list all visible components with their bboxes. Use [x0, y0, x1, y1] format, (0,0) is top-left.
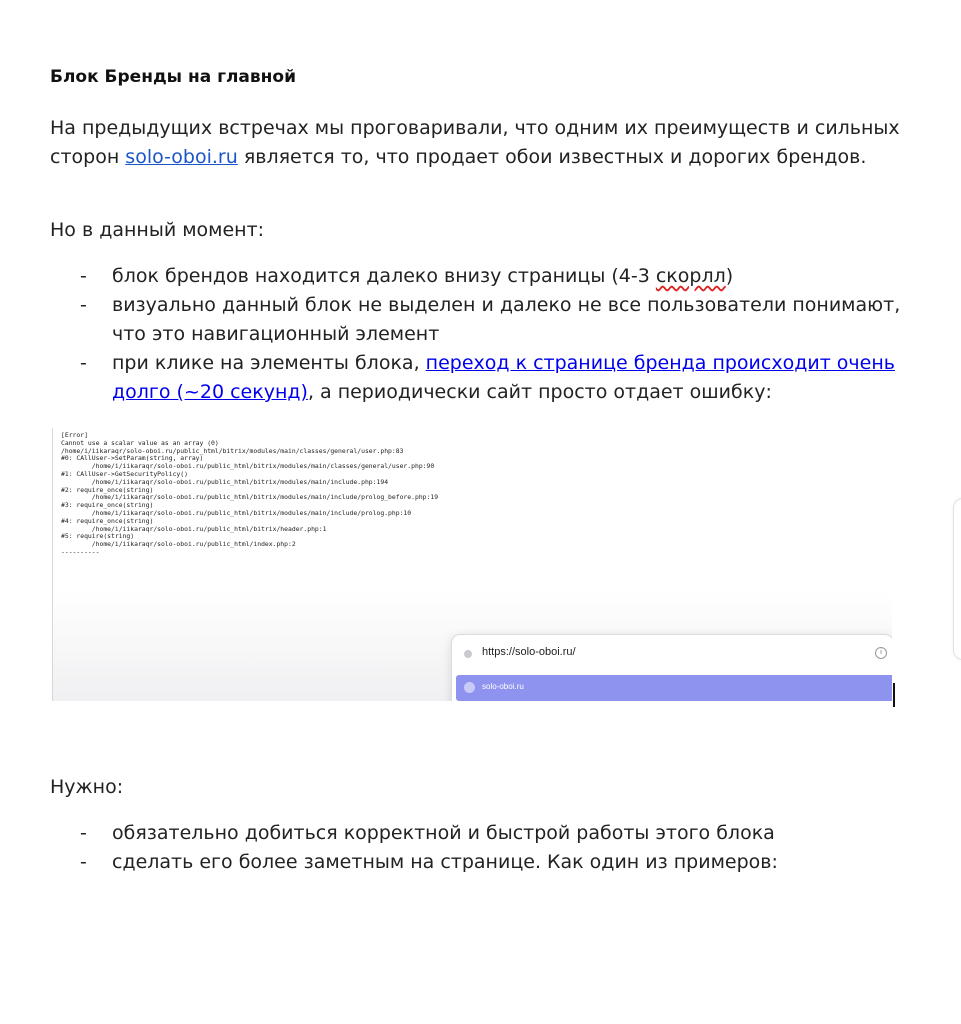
address-suggestion[interactable]: [456, 675, 892, 701]
list-item: [80, 262, 910, 291]
issue-text-end: , а периодически сайт просто отдает ошибку:: [307, 381, 772, 403]
brand-page-link[interactable]: переход к странице бренда происходит очень долго (~20 секунд): [112, 352, 895, 403]
issues-list: [80, 262, 910, 407]
site-link[interactable]: solo-oboi.ru: [125, 146, 238, 168]
issue-text: при клике на элементы блока,: [112, 352, 426, 374]
section-heading: Блок Бренды на главной: [50, 67, 297, 87]
address-row[interactable]: [452, 643, 892, 665]
error-screenshot: [52, 428, 892, 701]
issue-text-end: ): [725, 265, 734, 287]
todo-text: сделать его более заметным на странице. Как один из примеров:: [112, 851, 778, 873]
text-cursor: [893, 683, 895, 707]
bullet-dash: -: [80, 294, 87, 316]
current-moment-paragraph: Но в данный момент:: [50, 219, 265, 241]
suggestion-label: solo-oboi.ru: [482, 682, 524, 691]
bullet-dash: -: [80, 265, 87, 287]
address-url: https://solo-oboi.ru/: [482, 646, 576, 658]
bullet-dash: -: [80, 822, 87, 844]
error-trace: [Error] Cannot use a scalar value as an array (0) /home/i/iikaraqr/solo-oboi.ru/public_html/bitrix/modules/main/classes/general/user.php:83 #0: CAllUser->SetParam(string, array) /home/i/iikaraqr/solo-oboi.ru/public_html/bitrix/modules/main/classes/general/user.php:90 #1: CAllUser->GetSecurityPolicy() /home/i/iikaraqr/solo-oboi.ru/public_html/bitrix/modules/main/include.php:194 #2: require_once(string) /home/i/iikaraqr/solo-oboi.ru/public_html/bitrix/modules/main/include/prolog_before.php:19 #3: require_once(string) /home/i/iikaraqr/solo-oboi.ru/public_html/bitrix/modules/main/include/prolog.php:10 #4: require_once(string) /home/i/iikaraqr/solo-oboi.ru/public_html/bitrix/header.php:1 #5: require(string) /home/i/iikaraqr/solo-oboi.ru/public_html/index.php:2 ----------: [61, 431, 439, 556]
favicon-icon: [464, 682, 475, 693]
needed-paragraph: Нужно:: [50, 776, 124, 798]
site-icon: [464, 650, 472, 658]
browser-address-dropdown: [451, 634, 892, 701]
info-icon[interactable]: i: [875, 647, 887, 659]
list-item: [80, 819, 910, 848]
list-item: [80, 848, 910, 877]
bullet-dash: -: [80, 851, 87, 873]
todo-text: обязательно добиться корректной и быстрой работы этого блока: [112, 822, 775, 844]
intro-paragraph: [50, 114, 930, 172]
list-item: [80, 349, 910, 407]
list-item: [80, 291, 910, 349]
bullet-dash: -: [80, 352, 87, 374]
side-panel-handle[interactable]: [953, 498, 961, 660]
issue-text: визуально данный блок не выделен и далеко не все пользователи понимают, что это навигационный элемент: [112, 294, 901, 345]
issue-text: блок брендов находится далеко внизу страницы (4-3: [112, 265, 656, 287]
todo-list: [80, 819, 910, 877]
intro-text-end: является то, что продает обои известных и дорогих брендов.: [237, 146, 867, 168]
misspelled-word: скорлл: [655, 265, 726, 287]
intro-text-start: На предыдущих встречах мы проговаривали, что одним их преимуществ и сильных сторон: [50, 117, 900, 168]
